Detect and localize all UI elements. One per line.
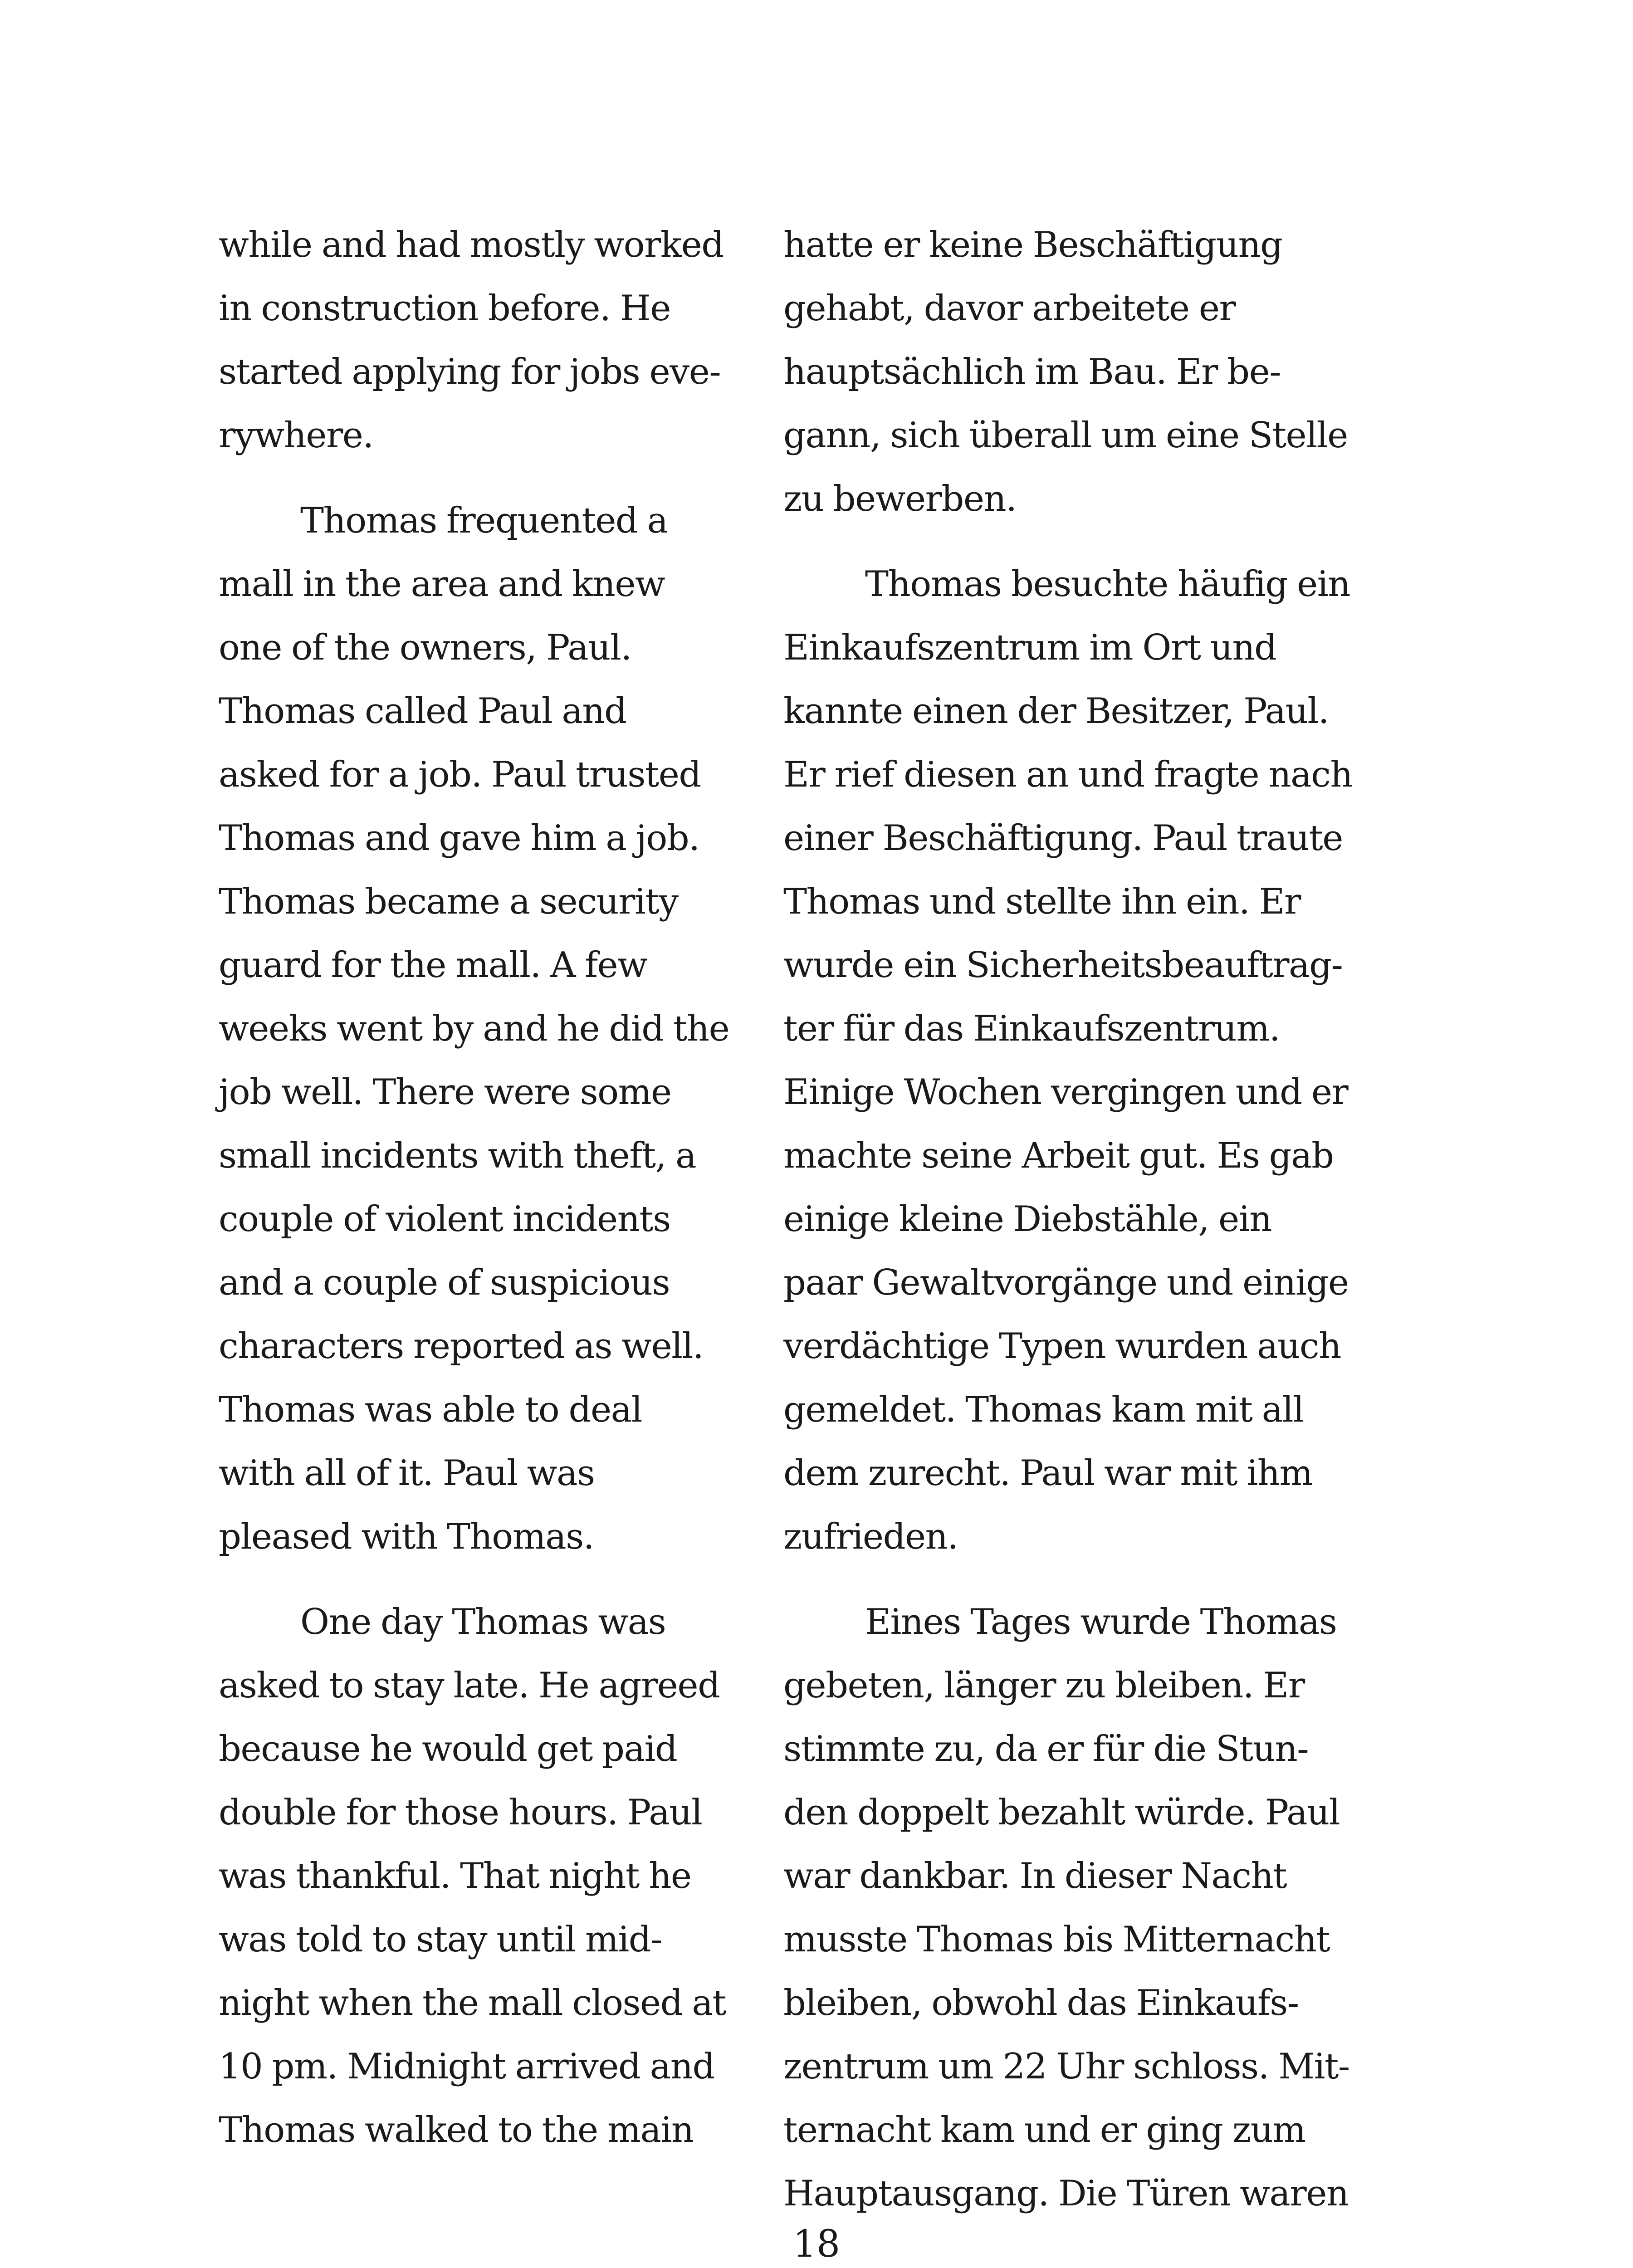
english-line: Thomas walked to the main: [219, 2110, 694, 2151]
german-line: kannte einen der Besitzer, Paul.: [783, 691, 1329, 732]
german-line: zentrum um 22 Uhr schloss. Mit-: [783, 2046, 1349, 2087]
english-line: in construction before. He: [219, 288, 670, 329]
english-line: guard for the mall. A few: [219, 945, 647, 986]
english-line: couple of violent incidents: [219, 1199, 670, 1240]
english-line: Thomas was able to deal: [219, 1389, 642, 1430]
german-line: stimmte zu, da er für die Stun-: [783, 1729, 1309, 1769]
german-line: musste Thomas bis Mitternacht: [783, 1919, 1330, 1960]
english-line: asked to stay late. He agreed: [219, 1665, 720, 1706]
german-line: hauptsächlich im Bau. Er be-: [783, 352, 1281, 392]
german-line: war dankbar. In dieser Nacht: [783, 1856, 1287, 1897]
english-line: and a couple of suspicious: [219, 1262, 670, 1303]
german-line: wurde ein Sicherheitsbeauftrag-: [783, 945, 1343, 986]
english-line: was thankful. That night he: [219, 1856, 691, 1897]
german-line: gebeten, länger zu bleiben. Er: [783, 1665, 1305, 1706]
english-line: because he would get paid: [219, 1729, 677, 1769]
german-line: zufrieden.: [783, 1516, 958, 1557]
german-line: gehabt, davor arbeitete er: [783, 288, 1236, 329]
german-line: gann, sich überall um eine Stelle: [783, 415, 1348, 456]
english-line: Thomas became a security: [219, 881, 678, 922]
german-line: ternacht kam und er ging zum: [783, 2110, 1305, 2151]
english-line: asked for a job. Paul trusted: [219, 754, 701, 795]
german-paragraph-start: Eines Tages wurde Thomas: [865, 1602, 1337, 1642]
german-line: den doppelt bezahlt würde. Paul: [783, 1792, 1340, 1833]
english-line: started applying for jobs eve-: [219, 352, 721, 392]
german-line: einige kleine Diebstähle, ein: [783, 1199, 1271, 1240]
english-line: Thomas called Paul and: [219, 691, 626, 732]
german-line: hatte er keine Beschäftigung: [783, 225, 1282, 265]
english-line: double for those hours. Paul: [219, 1792, 702, 1833]
english-line: characters reported as well.: [219, 1326, 704, 1367]
english-paragraph-start: Thomas frequented a: [300, 500, 668, 541]
german-paragraph-start: Thomas besuchte häufig ein: [865, 564, 1350, 605]
english-line: 10 pm. Midnight arrived and: [219, 2046, 714, 2087]
english-line: Thomas and gave him a job.: [219, 818, 699, 859]
english-line: mall in the area and knew: [219, 564, 665, 605]
english-line: was told to stay until mid-: [219, 1919, 662, 1960]
english-line: rywhere.: [219, 415, 373, 456]
english-line: weeks went by and he did the: [219, 1008, 729, 1049]
english-line: one of the owners, Paul.: [219, 627, 631, 668]
german-line: zu bewerben.: [783, 479, 1017, 519]
german-line: dem zurecht. Paul war mit ihm: [783, 1453, 1312, 1494]
german-line: gemeldet. Thomas kam mit all: [783, 1389, 1304, 1430]
english-line: job well. There were some: [219, 1072, 671, 1113]
german-line: einer Beschäftigung. Paul traute: [783, 818, 1343, 859]
german-line: bleiben, obwohl das Einkaufs-: [783, 1983, 1299, 2024]
english-line: night when the mall closed at: [219, 1983, 726, 2024]
german-line: verdächtige Typen wurden auch: [783, 1326, 1341, 1367]
english-line: small incidents with theft, a: [219, 1135, 696, 1176]
german-line: Er rief diesen an und fragte nach: [783, 754, 1353, 795]
english-line: while and had mostly worked: [219, 225, 724, 265]
english-line: with all of it. Paul was: [219, 1453, 595, 1494]
english-line: pleased with Thomas.: [219, 1516, 594, 1557]
page-number: 18: [792, 2223, 841, 2266]
german-line: Einige Wochen vergingen und er: [783, 1072, 1348, 1113]
german-line: Hauptausgang. Die Türen waren: [783, 2173, 1349, 2214]
german-line: ter für das Einkaufszentrum.: [783, 1008, 1280, 1049]
german-line: paar Gewaltvorgänge und einige: [783, 1262, 1349, 1303]
german-line: Einkaufszentrum im Ort und: [783, 627, 1276, 668]
english-paragraph-start: One day Thomas was: [300, 1602, 666, 1642]
german-line: Thomas und stellte ihn ein. Er: [783, 881, 1301, 922]
german-line: machte seine Arbeit gut. Es gab: [783, 1135, 1334, 1176]
